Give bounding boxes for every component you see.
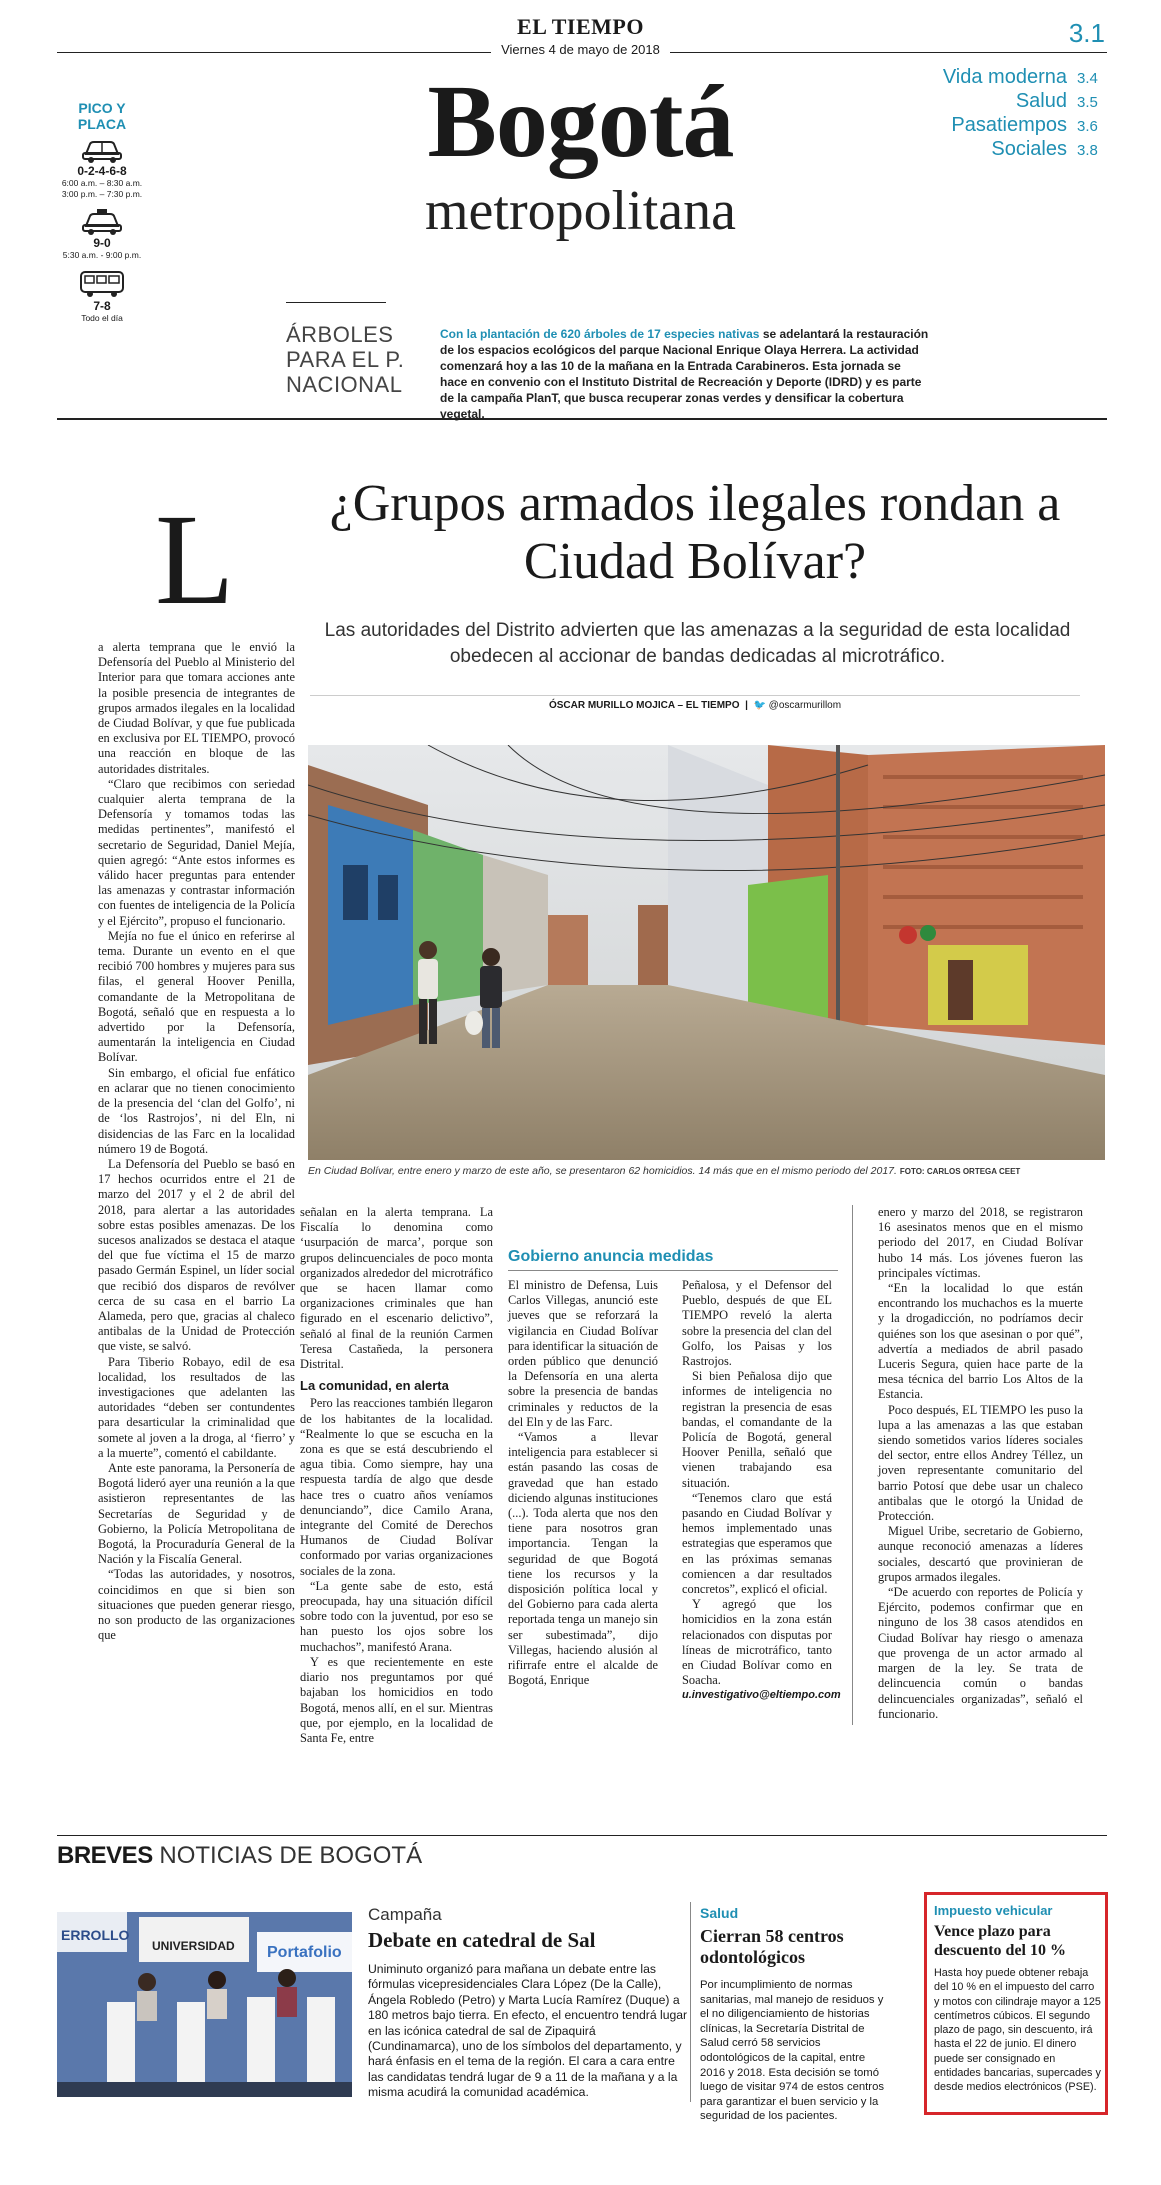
sidebar-title: Gobierno anuncia medidas xyxy=(508,1248,714,1265)
dateline xyxy=(0,42,1161,57)
pico-placa xyxy=(57,100,147,332)
brief-2-title[interactable]: Cierran 58 centros odontológicos xyxy=(700,1926,844,1967)
photo-caption xyxy=(308,1165,1105,1177)
twitter-handle[interactable]: @oscarmurillom xyxy=(768,700,842,711)
breves-rule xyxy=(57,1835,1107,1836)
subhead: La comunidad, en alerta xyxy=(300,1378,449,1394)
index-item[interactable]: Salud 3.5 xyxy=(1015,90,1098,112)
car-time: 6:00 a.m. – 8:30 a.m. xyxy=(61,178,143,188)
index-item[interactable]: Sociales 3.8 xyxy=(991,138,1098,160)
car-digits: 0-2-4-6-8 xyxy=(77,164,127,178)
breves-label: BREVES NOTICIAS DE BOGOTÁ xyxy=(57,1842,423,1869)
caption-text: En Ciudad Bolívar, entre enero y marzo de este año, se presentaron 62 homicidios. 14 más que en el mismo periodo del 2017. xyxy=(308,1165,897,1177)
twitter-icon: 🐦 xyxy=(753,700,766,711)
sidebar-rule xyxy=(508,1270,838,1271)
byline-rule xyxy=(310,695,1080,696)
paragraph: “De acuerdo con reportes de Policía y Ejército, podemos confirmar que en ninguno de los 38 casos atendidos en Ciudad Bolívar hay riesgo o amenaza que provenga de un actor armado al margen de la ley. Se trata de delincuencia común o bandas delincuenciales organizadas”, señaló el funcionario. xyxy=(878,1585,1083,1721)
section-divider xyxy=(57,418,1107,420)
arboles-body: se adelantará la restauración de los espacios ecológicos del parque Nacional Enrique Olaya Herrera. La actividad comenzará hoy a las 10 de la mañana en la Entrada Carabineros. Esta jornada se hace en convenio con el Instituto Distrital de Recreación y Deporte (IDRD) y es parte de la campaña PlanT, que busca recuperar zonas verdes y densificar la cobertura vegetal. xyxy=(440,327,929,421)
brief-1-kicker: Campaña xyxy=(368,1905,442,1924)
masthead: EL TIEMPO xyxy=(517,14,644,39)
taxi-time: 5:30 a.m. - 9:00 p.m. xyxy=(62,250,142,260)
article-column-1 xyxy=(98,640,295,1643)
section-title: Bogotá xyxy=(427,64,734,179)
brief-3-text: Hasta hoy puede obtener rebaja del 10 % en el impuesto del carro y motos con cilindraje mayor a 125 centímetros cúbicos. El segundo plazo de pago, sin descuento, irá hasta el 22 de junio. El dinero puede ser consignado en entidades bancarias, supercades y desde medios electrónicos (PSE). xyxy=(934,1967,1101,2094)
sign-portafolio: Portafolio xyxy=(267,1944,342,1961)
section-subtitle: metropolitana xyxy=(424,180,736,242)
paragraph: enero y marzo del 2018, se registraron 16 asesinatos menos que en el mismo periodo del 2017, en Ciudad Bolívar hubo 14 más. Los jóvenes fueron las principales víctimas. xyxy=(878,1205,1083,1280)
debate-stage-image xyxy=(57,1912,352,2097)
taxi-digits: 9-0 xyxy=(93,236,111,250)
car-icon xyxy=(80,138,124,164)
arboles-highlight: Con la plantación de 620 árboles de 17 especies nativas xyxy=(440,327,760,341)
bus-digits: 7-8 xyxy=(93,299,111,313)
article-column-2 xyxy=(300,1205,493,1746)
byline: ÓSCAR MURILLO MOJICA – EL TIEMPO | 🐦 @oscarmurillom xyxy=(548,700,842,711)
article-headline[interactable]: ¿Grupos armados ilegales rondan a Ciudad Bolívar? xyxy=(329,475,1061,590)
pico-taxi xyxy=(57,208,147,261)
brief-2-kicker: Salud xyxy=(700,1905,739,1921)
paragraph: Para Tiberio Robayo, edil de esa localidad, los resultados de las investigaciones que adelanten las autoridades “deben ser contundentes para desarticular la criminalidad que somete al joven a la droga, al ‘fierro’ y a la muerte”, comentó el cabildante. xyxy=(98,1354,295,1460)
drop-cap: L xyxy=(155,488,235,632)
index-item[interactable]: Pasatiempos 3.6 xyxy=(951,114,1098,136)
pico-bus xyxy=(57,269,147,324)
paragraph: Poco después, EL TIEMPO les puso la lupa a las amenazas a las que estaban siendo sometidos varios líderes sociales del sector, entre ellos Andrey Téllez, un joven representante comunitario del barrio Potosí que debe usar un chaleco antibalas que le otorgó la Unidad de Protección. xyxy=(878,1402,1083,1524)
paragraph: Miguel Uribe, secretario de Gobierno, aunque reconoció amenazas a líderes sociales, descartó que provinieran de grupos armados ilegales. xyxy=(878,1524,1083,1584)
arboles-rule xyxy=(286,302,386,303)
debate-photo[interactable] xyxy=(57,1912,352,2097)
article-photo[interactable] xyxy=(308,745,1105,1160)
taxi-icon xyxy=(80,208,124,236)
brief-2-text: Por incumplimiento de normas sanitarias, mal manejo de residuos y el no diligenciamiento de historias clínicas, la Secretaría Distrital de Salud cerró 58 servicios odontológicos de la capital, entre 2016 y 2018. Esta decisión se tomó luego de visitar 974 de estos centros para garantizar el buen servicio y la seguridad de los pacientes. xyxy=(700,1979,884,2123)
brief-1-text: Uniminuto organizó para mañana un debate entre las fórmulas vicepresidenciales Clara López (De la Calle), Ángela Robledo (Petro) y Marta Lucía Ramírez (Duque) a 180 metros bajo tierra. En efecto, el encuentro tendrá lugar en las icónica catedral de sal de Zipaquirá (Cundinamarca), uno de los símbolos del departamento, y hará énfasis en el tema de la región. El cara a cara entre las candidatas tendrá lugar de 9 a 11 de la mañana y a la misma acudirá la comunidad académica. xyxy=(368,1962,688,2100)
paragraph: señalan en la alerta temprana. La Fiscalía lo denomina como ‘usurpación de marca’, porque son grupos delincuenciales de poco monta organizados alrededor del microtráfico que se hacen llamar como organizaciones criminales que han figurado en el escenario delictivo”, señaló al final de la reunión Carmen Teresa Castañeda, la personera Distrital. xyxy=(300,1205,493,1372)
car-time: 3:00 p.m. – 7:30 p.m. xyxy=(61,189,143,199)
paragraph: Si bien Peñalosa dijo que informes de inteligencia no registran la presencia de esas bandas, el comandante de la Policía de Bogotá, general Hoover Penilla, señaló que vienen trabajando esa situación. xyxy=(682,1369,832,1490)
article-column-5 xyxy=(878,1205,1083,1722)
paragraph: El ministro de Defensa, Luis Carlos Villegas, anunció este jueves que se reforzará la vigilancia en Ciudad Bolívar para identificar la situación de orden público que denunció la Defensoría en una alerta sobre la presencia de bandas criminales y reductos de la del Eln y de las Farc. xyxy=(508,1278,658,1429)
sign-errollo: ERROLLO xyxy=(61,1927,130,1943)
brief-3-title[interactable]: Vence plazo para descuento del 10 % xyxy=(934,1923,1066,1959)
paragraph: “La gente sabe de esto, está preocupada, hay una situación difícil sobre todo con la juventud, por eso se han puesto los ojos sobre los muchachos”, manifestó Arana. xyxy=(300,1578,493,1654)
paragraph: Mejía no fue el único en referirse al tema. Durante un evento en el que recibió 700 hombres y mujeres para sus filas, el general Hoover Penilla, comandante de la Metropolitana de Bogotá, señaló que en respuesta a lo advertido por la Defensoría, aumentarán la inteligencia en Ciudad Bolívar. xyxy=(98,928,295,1065)
paragraph: “Vamos a llevar inteligencia para establecer si están pasando las cosas de gravedad que han estado diciendo algunas instituciones (...). Toda alerta que nos den tiene para nosotros gran importancia. Tengan la seguridad de que Bogotá tiene los recursos y la disposición política local y del Gobierno para cada alerta reportada tenga un manejo sin ser subestimada”, dijo Villegas, haciendo alusión al rifirrafe entre el alcalde de Bogotá, Enrique xyxy=(508,1430,658,1688)
page-number: 3.1 xyxy=(1068,18,1105,48)
paragraph: “Todas las autoridades, y nosotros, coincidimos en que si bien son situaciones que pueden generar riesgo, no son producto de las organizaciones que xyxy=(98,1567,295,1643)
paragraph: Peñalosa, y el Defensor del Pueblo, después de que EL TIEMPO reveló la alerta sobre la presencia del clan del Golfo, los Paisas y los Rastrojos. xyxy=(682,1278,832,1369)
paragraph: Y es que recientemente en este diario nos preguntamos por qué bajaban los homicidios en todo Bogotá, menos allí, en el sur. Mientras que, por ejemplo, en la localidad de Santa Fe, entre xyxy=(300,1654,493,1745)
pico-placa-title: PICO Y PLACA xyxy=(77,100,127,132)
arboles-text xyxy=(440,326,930,422)
sign-universidad: UNIVERSIDAD xyxy=(152,1939,235,1953)
dateline-text: Viernes 4 de mayo de 2018 xyxy=(491,42,670,57)
paragraph: Ante este panorama, la Personería de Bogotá lideró ayer una reunión a la que asistieron representantes de las Secretarías de Seguridad y de Gobierno, la Policía Metropolitana de Bogotá, la Procuraduría General de la Nación y la Fiscalía General. xyxy=(98,1460,295,1567)
paragraph: Pero las reacciones también llegaron de los habitantes de la localidad. “Realmente lo que se escucha en la zona es que se está descubriendo el agua tibia. Como siempre, hay una respuesta tardía de algo que desde hace tres o cuatro años veníamos denunciando”, dice Camilo Arana, integrante del Comité de Derechos Humanos de Ciudad Bolívar conformado por varias organizaciones sociales de la zona. xyxy=(300,1396,493,1578)
bus-icon xyxy=(78,269,126,299)
index-item[interactable]: Vida moderna 3.4 xyxy=(942,66,1098,88)
byline-author: ÓSCAR MURILLO MOJICA – EL TIEMPO xyxy=(548,700,740,711)
paragraph: a alerta temprana que le envió la Defensoría del Pueblo al Ministerio del Interior para que tomara acciones ante la posible presencia de integrantes de grupos armados ilegales en la localidad de Ciudad Bolívar, y que fue publicada en exclusiva por EL TIEMPO, provocó una reacción en bloque de las autoridades distritales. xyxy=(98,640,295,776)
paragraph: Sin embargo, el oficial fue enfático en aclarar que no tienen conocimiento de la presencia del ‘clan del Golfo’, ni de ‘los Rastrojos’, ni del Eln, ni disidencias de las Farc en la localidad número 19 de Bogotá. xyxy=(98,1065,295,1156)
paragraph: “Tenemos claro que está pasando en Ciudad Bolívar y hemos implementado unas estrategias que esperamos que en las próximas semanas comiencen a dar resultados concretos”, explicó el oficial. xyxy=(682,1490,832,1597)
bus-time: Todo el día xyxy=(81,313,123,323)
article-deck: Las autoridades del Distrito advierten que las amenazas a la seguridad de esta localidad obedecen al accionar de bandas dedicadas al microtráfico. xyxy=(324,620,1071,667)
photo-credit: FOTO: CARLOS ORTEGA CEET xyxy=(899,1167,1021,1176)
paragraph: La Defensoría del Pueblo se basó en 17 hechos ocurridos entre el 21 de marzo del 2017 y el 2 de abril del 2018, para alertar a las autoridades sobre estas posibles amenazas. De los sucesos analizados se destaca el ataque del que fue víctima el 15 de marzo pasado Germán Espinel, un líder social que recibió dos disparos de revólver cerca de su casa en el barrio La Alameda, pero que, gracias al chaleco antibalas de la Unidad de Protección que viste, se salvó. xyxy=(98,1156,295,1354)
pico-car xyxy=(57,138,147,200)
sidebar-column-a xyxy=(508,1278,658,1688)
paragraph: “Claro que recibimos con seriedad cualquier alerta temprana de la Defensoría y tomamos todas las medidas pertinentes”, manifestó el secretario de Seguridad, Daniel Mejía, quien agregó: “Ante estos informes es válido hacer preguntas para entender las amenazas y contrastar información con fuentes de inteligencia de la Policía y el Ejército”, propuso el funcionario. xyxy=(98,776,295,928)
paragraph: Y agregó que los homicidios en la zona están relacionados con disputas por líneas de microtráfico, tanto en Ciudad Bolívar como en Soacha. xyxy=(682,1597,832,1688)
breves-divider xyxy=(690,1902,691,2102)
street-scene-image xyxy=(308,745,1105,1160)
paragraph: “En la localidad lo que están encontrando los muchachos es la muerte y la drogadicción, no podríamos decir quiénes son los que asesinan o por qué”, advertía a mediados de abril pasado Luceris Segura, quien hace parte de la mesa técnica del barrio Los Altos de la Estancia. xyxy=(878,1281,1083,1402)
section-index xyxy=(943,66,1105,162)
brief-1-title[interactable]: Debate en catedral de Sal xyxy=(368,1928,596,1952)
sidebar-column-b xyxy=(682,1278,841,1704)
column-divider xyxy=(852,1205,853,1725)
brief-3-kicker: Impuesto vehicular xyxy=(934,1903,1053,1918)
arboles-title: ÁRBOLES PARA EL P. NACIONAL xyxy=(286,322,405,397)
sidebar-email[interactable]: u.investigativo@eltiempo.com xyxy=(682,1689,841,1702)
